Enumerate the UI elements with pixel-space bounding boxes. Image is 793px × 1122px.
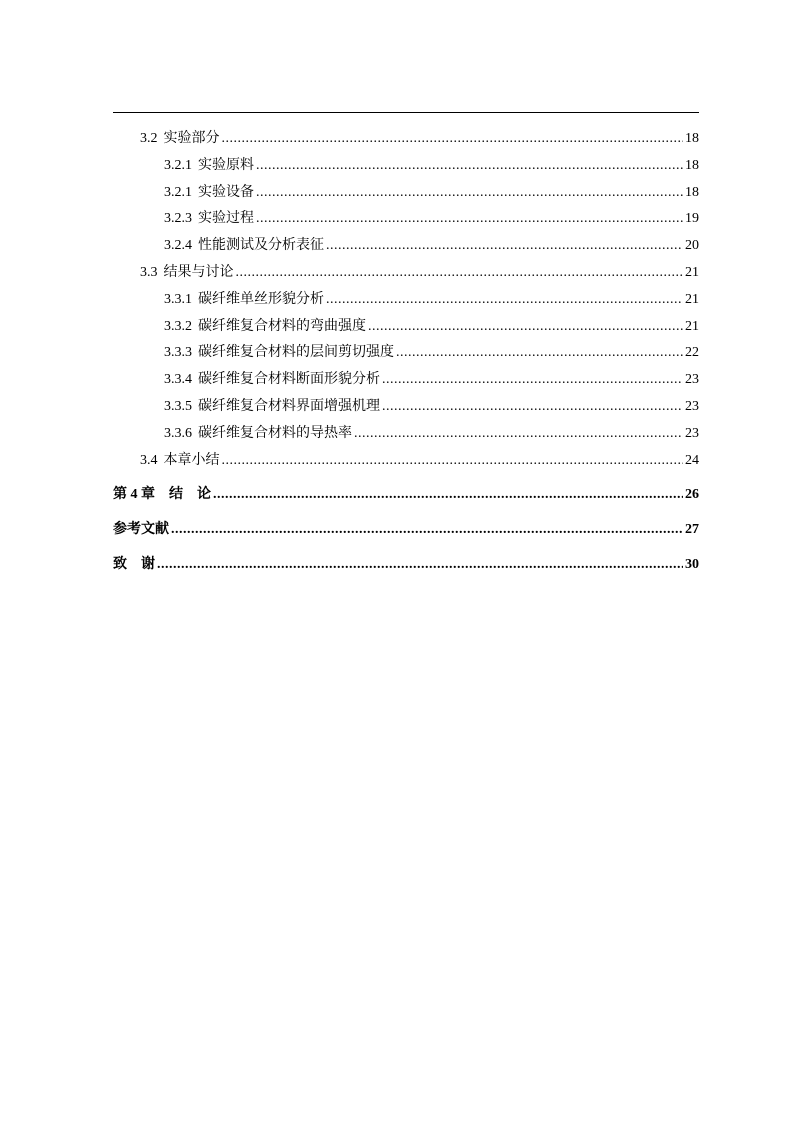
toc-entry[interactable] [113, 421, 699, 448]
toc-title: 实验过程 [198, 211, 254, 227]
toc-number: 3.2 [140, 131, 158, 146]
dot-leader [256, 180, 683, 207]
dot-leader [326, 287, 683, 314]
toc-number: 3.3.6 [164, 425, 192, 441]
header-rule [113, 112, 699, 113]
toc-entry[interactable] [113, 340, 699, 367]
dot-leader [222, 126, 684, 153]
toc-page-number: 21 [685, 291, 699, 307]
toc-entry[interactable] [113, 206, 699, 233]
toc-entry[interactable] [113, 314, 699, 341]
toc-entry[interactable] [113, 287, 699, 314]
toc-chapter-entry[interactable] [113, 477, 699, 512]
toc-entry[interactable] [113, 153, 699, 180]
toc-title: 结果与讨论 [163, 264, 234, 280]
toc-number: 3.4 [140, 452, 158, 468]
toc-title: 碳纤维复合材料的导热率 [198, 425, 352, 441]
toc-chapter-title: 参考文献 [113, 522, 169, 538]
toc-entry[interactable] [113, 367, 699, 394]
toc-page-number: 21 [685, 264, 699, 280]
dot-leader [368, 314, 683, 341]
toc-page-number: 23 [685, 425, 699, 441]
toc-page-number: 21 [685, 318, 699, 334]
toc-entry[interactable] [113, 233, 699, 260]
toc-page-number: 27 [685, 522, 699, 538]
toc-chapter-entry[interactable] [113, 547, 699, 582]
toc-page-number: 23 [685, 398, 699, 414]
toc-chapter-entry[interactable] [113, 512, 699, 547]
dot-leader [213, 477, 683, 512]
toc-title: 性能测试及分析表征 [198, 238, 324, 254]
toc-number: 3.3.5 [164, 398, 192, 414]
toc-number: 3.2.3 [164, 211, 192, 227]
toc-entry[interactable] [113, 448, 699, 475]
toc-entry[interactable] [113, 126, 699, 153]
dot-leader [396, 340, 683, 367]
toc-page-number: 24 [685, 452, 699, 468]
toc-number: 3.2.4 [164, 238, 192, 254]
table-of-contents [113, 126, 699, 582]
dot-leader [256, 153, 683, 180]
toc-number: 3.3.1 [164, 291, 192, 307]
toc-number: 3.3.4 [164, 372, 192, 388]
dot-leader [382, 394, 683, 421]
toc-page-number: 30 [685, 557, 699, 573]
dot-leader [354, 421, 683, 448]
toc-page-number: 20 [685, 238, 699, 254]
toc-title: 实验部分 [163, 131, 220, 146]
toc-number: 3.3.2 [164, 318, 192, 334]
toc-number: 3.2.1 [164, 184, 192, 200]
toc-chapter-title: 致 谢 [113, 557, 155, 573]
toc-title: 实验原料 [198, 157, 254, 173]
toc-title: 碳纤维复合材料的弯曲强度 [198, 318, 366, 334]
dot-leader [326, 233, 683, 260]
toc-title: 碳纤维复合材料断面形貌分析 [198, 372, 380, 388]
dot-leader [382, 367, 683, 394]
dot-leader [256, 206, 683, 233]
toc-page-number: 18 [685, 184, 699, 200]
toc-entry[interactable] [113, 180, 699, 207]
toc-page-number: 19 [685, 211, 699, 227]
dot-leader [157, 547, 683, 582]
toc-page-number: 26 [685, 487, 699, 503]
dot-leader [222, 448, 684, 475]
toc-page-number: 23 [685, 372, 699, 388]
toc-page-number: 18 [685, 157, 699, 173]
toc-title: 碳纤维复合材料的层间剪切强度 [198, 345, 394, 361]
toc-title: 本章小结 [163, 452, 220, 468]
dot-leader [236, 260, 684, 287]
toc-title: 碳纤维单丝形貌分析 [198, 291, 324, 307]
toc-chapter-title: 第 4 章 结 论 [113, 487, 211, 503]
toc-number: 3.3 [140, 264, 158, 280]
toc-page-number: 18 [685, 131, 699, 146]
toc-entry[interactable] [113, 394, 699, 421]
toc-title: 实验设备 [198, 184, 254, 200]
toc-page-number: 22 [685, 345, 699, 361]
toc-entry[interactable] [113, 260, 699, 287]
toc-number: 3.2.1 [164, 157, 192, 173]
toc-number: 3.3.3 [164, 345, 192, 361]
toc-title: 碳纤维复合材料界面增强机理 [198, 398, 380, 414]
dot-leader [171, 512, 683, 547]
